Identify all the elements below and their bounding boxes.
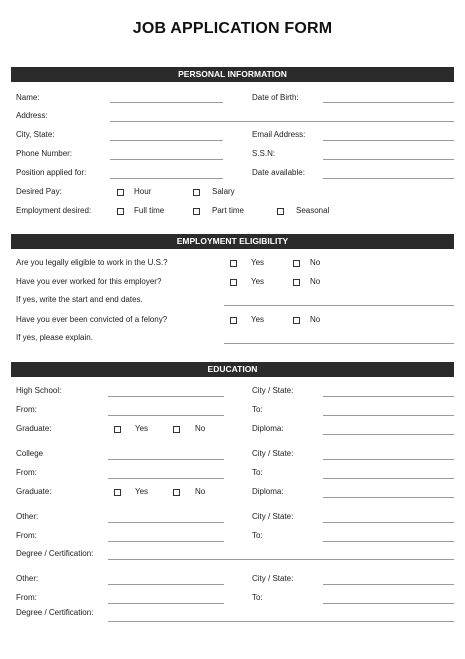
other-2-to-field[interactable] [323, 603, 454, 604]
high-school-diploma-label: Diploma: [252, 424, 284, 433]
other-2-city-state-field[interactable] [323, 584, 454, 585]
high-school-city-state-field[interactable] [323, 396, 454, 397]
legal-yes-label: Yes [251, 258, 265, 267]
high-school-city-state-label: City / State: [252, 386, 294, 395]
section-header-employment: EMPLOYMENT ELIGIBILITY [11, 234, 454, 249]
explain-field[interactable] [224, 343, 454, 344]
college-to-field[interactable] [323, 478, 454, 479]
other-1-from-label: From: [16, 531, 37, 540]
college-diploma-field[interactable] [323, 497, 454, 498]
felony-no-label: No [310, 315, 321, 324]
high-school-graduate-no-label: No [195, 424, 206, 433]
explain-label: If yes, please explain. [16, 333, 93, 342]
worked-yes-label: Yes [251, 277, 265, 286]
felony-yes-label: Yes [251, 315, 265, 324]
hour-checkbox[interactable] [117, 189, 124, 196]
section-header-personal: PERSONAL INFORMATION [11, 67, 454, 82]
college-city-state-label: City / State: [252, 449, 294, 458]
part-time-label: Part time [212, 206, 245, 215]
salary-checkbox[interactable] [193, 189, 200, 196]
salary-label: Salary [212, 187, 235, 196]
college-from-field[interactable] [108, 478, 224, 479]
ssn-label: S.S.N: [252, 149, 276, 158]
other-1-degree-field[interactable] [108, 559, 454, 560]
high-school-graduate-yes-checkbox[interactable] [114, 426, 121, 433]
high-school-from-label: From: [16, 405, 37, 414]
college-to-label: To: [252, 468, 263, 477]
high-school-graduate-yes-label: Yes [135, 424, 149, 433]
college-graduate-label: Graduate: [16, 487, 52, 496]
other-2-city-state-label: City / State: [252, 574, 294, 583]
city-state-label: City, State: [16, 130, 55, 139]
college-diploma-label: Diploma: [252, 487, 284, 496]
dob-label: Date of Birth: [252, 93, 299, 102]
desired-pay-label: Desired Pay: [16, 187, 62, 196]
college-city-state-field[interactable] [323, 459, 454, 460]
college-label: College [16, 449, 44, 458]
high-school-to-field[interactable] [323, 415, 454, 416]
dob-field[interactable] [323, 102, 454, 103]
full-time-checkbox[interactable] [117, 208, 124, 215]
address-field[interactable] [110, 121, 454, 122]
worked-no-label: No [310, 277, 321, 286]
other-1-city-state-field[interactable] [323, 522, 454, 523]
phone-label: Phone Number: [16, 149, 73, 158]
name-label: Name: [16, 93, 40, 102]
legal-yes-checkbox[interactable] [230, 260, 237, 267]
other-2-to-label: To: [252, 593, 263, 602]
phone-field[interactable] [110, 159, 223, 160]
position-label: Position applied for: [16, 168, 87, 177]
other-2-label: Other: [16, 574, 39, 583]
seasonal-label: Seasonal [296, 206, 330, 215]
email-field[interactable] [323, 140, 454, 141]
ssn-field[interactable] [323, 159, 454, 160]
date-available-label: Date available: [252, 168, 305, 177]
full-time-label: Full time [134, 206, 165, 215]
date-available-field[interactable] [323, 178, 454, 179]
other-2-field[interactable] [108, 584, 224, 585]
other-1-to-label: To: [252, 531, 263, 540]
address-label: Address: [16, 111, 48, 120]
high-school-label: High School: [16, 386, 62, 395]
other-2-degree-field[interactable] [108, 621, 454, 622]
start-end-dates-field[interactable] [224, 305, 454, 306]
high-school-graduate-label: Graduate: [16, 424, 52, 433]
high-school-field[interactable] [108, 396, 224, 397]
name-field[interactable] [110, 102, 223, 103]
felony-yes-checkbox[interactable] [230, 317, 237, 324]
felony-question: Have you ever been convicted of a felony? [16, 315, 168, 324]
hour-label: Hour [134, 187, 152, 196]
email-label: Email Address: [252, 130, 306, 139]
legal-no-checkbox[interactable] [293, 260, 300, 267]
college-graduate-no-checkbox[interactable] [173, 489, 180, 496]
legal-eligibility-question: Are you legally eligible to work in the U.S.? [16, 258, 168, 267]
position-field[interactable] [110, 178, 223, 179]
high-school-diploma-field[interactable] [323, 434, 454, 435]
other-2-from-field[interactable] [108, 603, 224, 604]
employment-desired-label: Employment desired: [16, 206, 92, 215]
college-graduate-yes-checkbox[interactable] [114, 489, 121, 496]
other-2-degree-label: Degree / Certification: [16, 608, 94, 617]
college-graduate-no-label: No [195, 487, 206, 496]
college-graduate-yes-label: Yes [135, 487, 149, 496]
city-state-field[interactable] [110, 140, 223, 141]
other-1-label: Other: [16, 512, 39, 521]
other-1-from-field[interactable] [108, 541, 224, 542]
part-time-checkbox[interactable] [193, 208, 200, 215]
high-school-from-field[interactable] [108, 415, 224, 416]
other-1-to-field[interactable] [323, 541, 454, 542]
worked-before-question: Have you ever worked for this employer? [16, 277, 162, 286]
other-1-field[interactable] [108, 522, 224, 523]
college-from-label: From: [16, 468, 37, 477]
felony-no-checkbox[interactable] [293, 317, 300, 324]
high-school-graduate-no-checkbox[interactable] [173, 426, 180, 433]
seasonal-checkbox[interactable] [277, 208, 284, 215]
other-1-degree-label: Degree / Certification: [16, 549, 94, 558]
worked-yes-checkbox[interactable] [230, 279, 237, 286]
legal-no-label: No [310, 258, 321, 267]
form-title: JOB APPLICATION FORM [132, 20, 333, 37]
worked-no-checkbox[interactable] [293, 279, 300, 286]
college-field[interactable] [108, 459, 224, 460]
other-1-city-state-label: City / State: [252, 512, 294, 521]
other-2-from-label: From: [16, 593, 37, 602]
start-end-dates-label: If yes, write the start and end dates. [16, 295, 143, 304]
section-header-education: EDUCATION [11, 362, 454, 377]
high-school-to-label: To: [252, 405, 263, 414]
